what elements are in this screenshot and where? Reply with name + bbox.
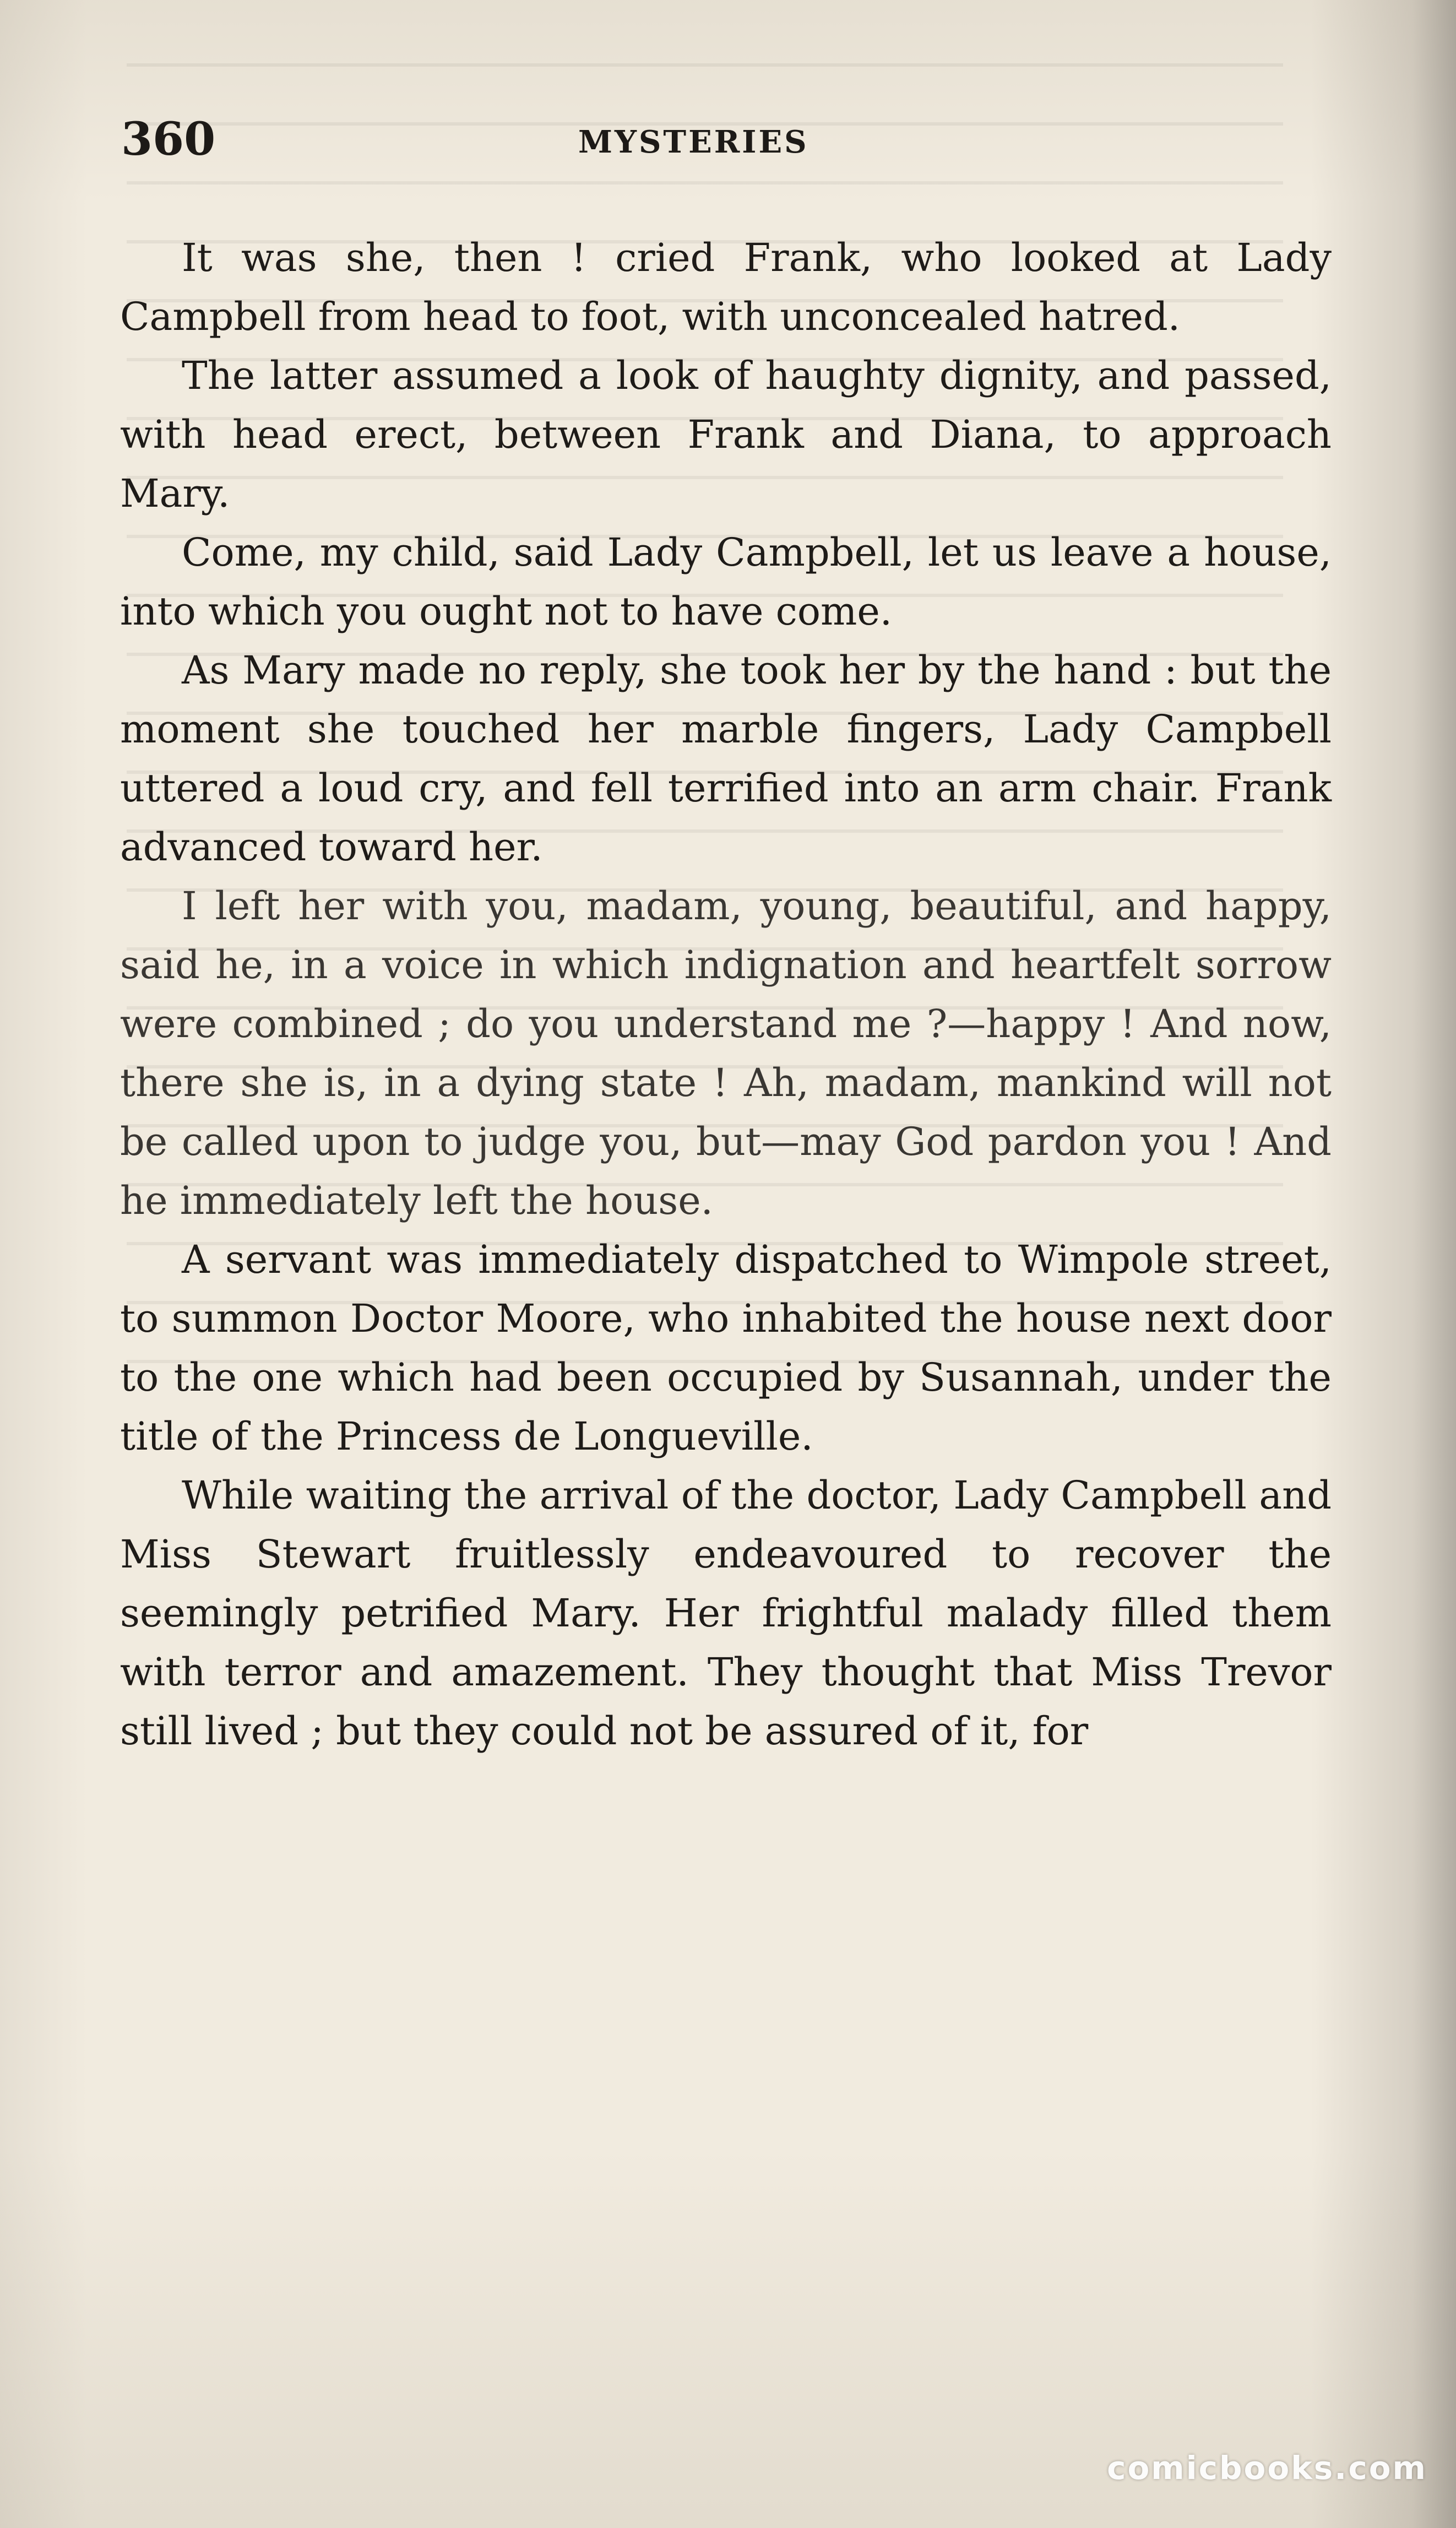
body-text	[120, 229, 1332, 1761]
paragraph: I left her with you, madam, young, beautiful, and happy, said he, in a voice in which indignation and heartfelt sorrow were combined ; do you understand me ?—happy ! And now, there she is, in a dying state ! Ah, madam, mankind will not be called upon to judge you, but—may God pardon you ! And he immediately left the house.	[120, 883, 1332, 1223]
page-number: 360	[121, 113, 216, 166]
paragraph: It was she, then ! cried Frank, who looked at Lady Campbell from head to foot, with unconcealed hatred.	[120, 235, 1332, 339]
running-head	[121, 113, 1333, 173]
paragraph: The latter assumed a look of haughty dignity, and passed, with head erect, between Frank and Diana, to approach Mary.	[120, 353, 1332, 516]
paragraph: A servant was immediately dispatched to Wimpole street, to summon Doctor Moore, who inhabited the house next door to the one which had been occupied by Susannah, under the title of the Princess de Longueville.	[120, 1237, 1332, 1459]
paragraph: Come, my child, said Lady Campbell, let us leave a house, into which you ought not to have come.	[120, 530, 1332, 634]
running-title: MYSTERIES	[578, 124, 809, 160]
paragraph: While waiting the arrival of the doctor, Lady Campbell and Miss Stewart fruitlessly endeavoured to recover the seemingly petrified Mary. Her frightful malady filled them with terror and amazement. They thought that Miss Trevor still lived ; but they could not be assured of it, for	[120, 1473, 1332, 1754]
paragraph: As Mary made no reply, she took her by the hand : but the moment she touched her marble fingers, Lady Campbell uttered a loud cry, and fell terrified into an arm chair. Frank advanced toward her.	[120, 648, 1332, 870]
watermark: comicbooks.com	[1107, 2449, 1427, 2487]
